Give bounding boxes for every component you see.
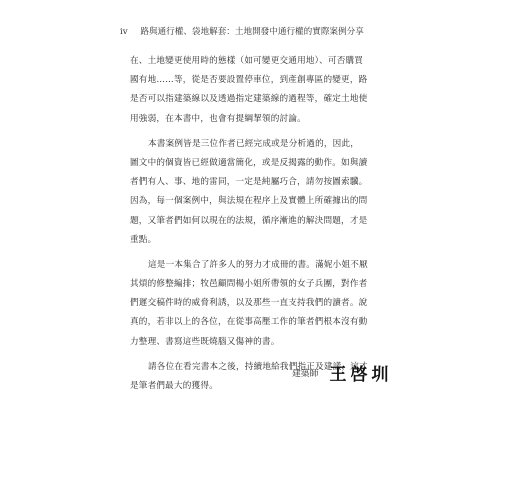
- text-line: 力整理、書寫這些既燒腦又傷神的書。: [130, 336, 280, 347]
- text-line: 者們有人、事、地的雷同，一定是純屬巧合，請勿按圖索驥。: [130, 177, 368, 188]
- signature-block: [292, 360, 393, 385]
- text-line: 國有地……等，從是否要設置停車位，到產創專區的變更，路: [130, 75, 368, 86]
- paragraph: [130, 52, 382, 129]
- text-line: 重點。: [130, 234, 157, 245]
- preface-body: [130, 52, 382, 396]
- text-line: 圖文中的個資皆已經做適當簡化，或是反揭露的動作。如與讀: [130, 157, 368, 168]
- signature-name: 王啓圳: [329, 365, 393, 385]
- text-line: 這是一本集合了許多人的努力才成冊的書。滿妮小姐不厭: [148, 259, 368, 270]
- text-line: 真的，若非以上的各位，在從事高壓工作的筆者們根本沒有動: [130, 317, 368, 328]
- text-line: 本書案例皆是三位作者已經完成或是分析過的，因此，: [148, 138, 360, 149]
- text-line: 們遲交稿件時的威脅利誘，以及那些一直支持我們的讀者。說: [130, 298, 368, 309]
- text-line: 題，又筆者們如何以現在的法規，循序漸進的解決問題，才是: [130, 215, 368, 226]
- paragraph: [130, 135, 382, 250]
- text-line: 是筆者們最大的獲得。: [130, 381, 218, 391]
- page-number: iv: [120, 27, 128, 37]
- text-line: 用強弱，在本書中，也會有提綱挈領的討論。: [130, 113, 306, 124]
- paragraph: [130, 256, 382, 352]
- text-line: 請各位在看完書本之後，持續地給我們指正及建議，這才: [148, 361, 368, 372]
- text-line: 在、土地變更使用時的態樣（如可變更交通用地）、可否購買: [130, 56, 364, 66]
- running-title: 路與通行權、袋地解套：土地開發中通行權的實際案例分享: [140, 27, 364, 37]
- text-line: 是否可以指建築線以及透過指定建築線的過程等，確定土地使: [130, 94, 368, 105]
- text-line: 其煩的修整編排；牧邑顧問楊小姐所帶領的女子兵團，對作者: [130, 279, 368, 290]
- text-line: 因為，每一個案例中，與法規在程序上及實體上所確據出的問: [130, 196, 368, 207]
- signature-title: 建築師: [292, 369, 319, 379]
- running-header: [120, 25, 364, 37]
